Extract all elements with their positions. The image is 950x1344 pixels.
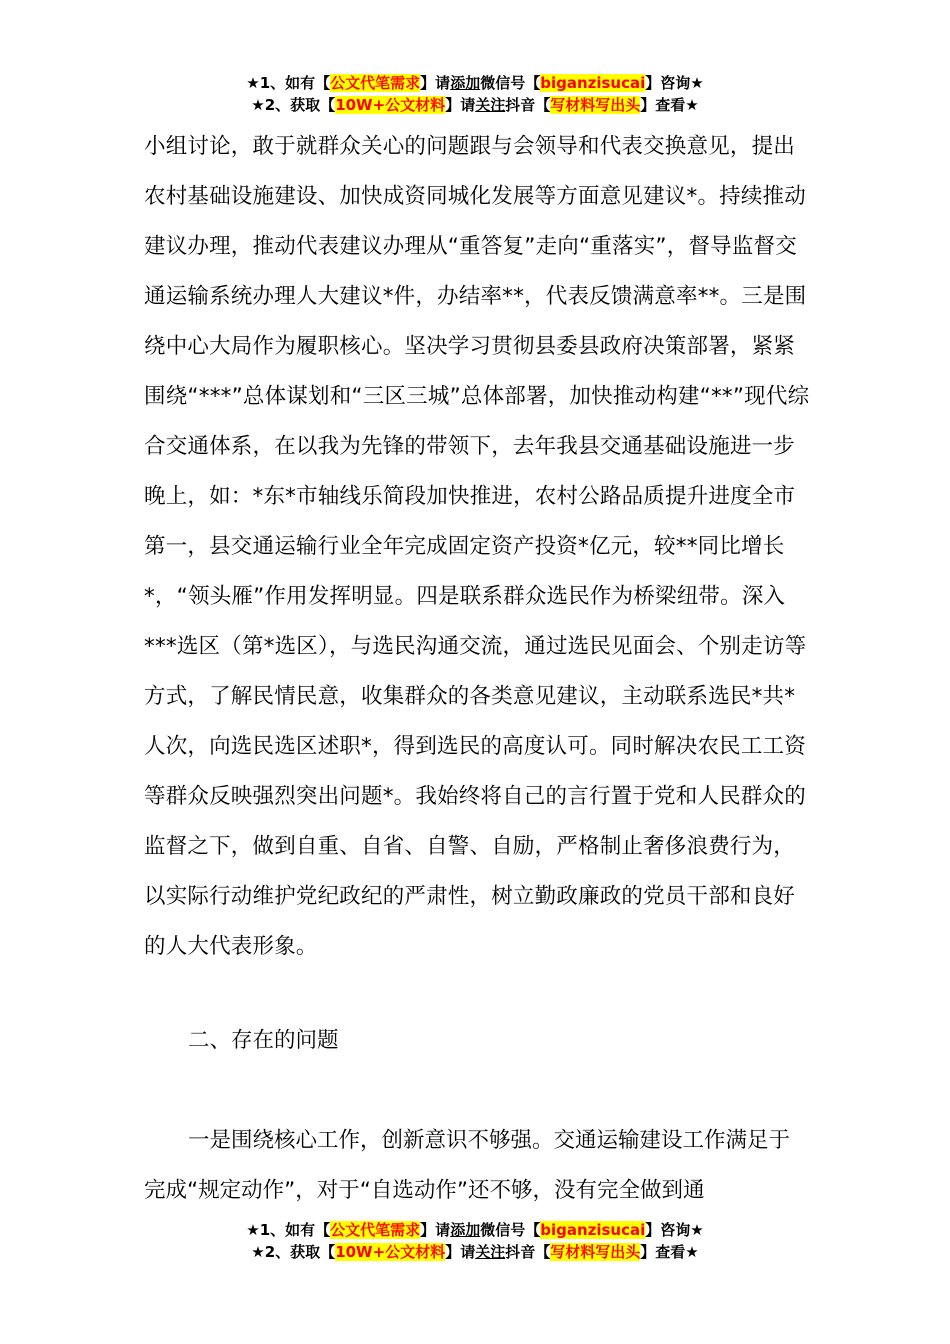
banner-line-1 bbox=[0, 72, 950, 94]
banner-text: 】查看★ bbox=[640, 1243, 699, 1261]
banner-underlined: 添加 bbox=[450, 1221, 481, 1239]
banner-text: 抖音【 bbox=[505, 1243, 551, 1261]
banner-underlined: 关注 bbox=[475, 1243, 506, 1261]
banner-highlight: 写材料写出头 bbox=[550, 1243, 641, 1261]
banner-text: 】咨询★ bbox=[645, 74, 704, 92]
section-heading: 二、存在的问题 bbox=[188, 1028, 339, 1053]
document-body bbox=[144, 122, 810, 972]
banner-highlight: 10W+公文材料 bbox=[335, 1243, 446, 1261]
banner-text: 】咨询★ bbox=[645, 1221, 704, 1239]
banner-highlight: 10W+公文材料 bbox=[335, 96, 446, 114]
banner-highlight: 写材料写出头 bbox=[550, 96, 641, 114]
banner-text: ★1、如有【 bbox=[246, 1221, 331, 1239]
banner-text: ★2、获取【 bbox=[251, 1243, 336, 1261]
banner-underlined: 添加 bbox=[450, 74, 481, 92]
header-banner bbox=[0, 72, 950, 116]
banner-text: ★1、如有【 bbox=[246, 74, 331, 92]
banner-text: 微信号【 bbox=[480, 74, 541, 92]
banner-text: 】请 bbox=[420, 74, 451, 92]
banner-line-2 bbox=[0, 94, 950, 116]
banner-text: 】查看★ bbox=[640, 96, 699, 114]
body-paragraph: 一是围绕核心工作，创新意识不够强。交通运输建设工作满足于完成“规定动作”，对于“自选动作”还不够，没有完全做到通 bbox=[144, 1128, 791, 1203]
banner-text: 抖音【 bbox=[505, 96, 551, 114]
banner-line-1 bbox=[0, 1219, 950, 1241]
banner-text: ★2、获取【 bbox=[251, 96, 336, 114]
footer-banner bbox=[0, 1219, 950, 1263]
banner-highlight: biganzisucai bbox=[540, 1221, 646, 1239]
banner-highlight: biganzisucai bbox=[540, 74, 646, 92]
banner-line-2 bbox=[0, 1241, 950, 1263]
banner-text: 微信号【 bbox=[480, 1221, 541, 1239]
banner-text: 】请 bbox=[445, 96, 476, 114]
banner-text: 】请 bbox=[445, 1243, 476, 1261]
body-paragraph: 小组讨论，敢于就群众关心的问题跟与会领导和代表交换意见，提出农村基础设施建设、加快成资同城化发展等方面意见建议*。持续推动建议办理，推动代表建议办理从“重答复”走向“重落实”，督导监督交通运输系统办理人大建议*件，办结率**，代表反馈满意率**。三是围绕中心大局作为履职核心。坚决学习贯彻县委县政府决策部署，紧紧围绕“***”总体谋划和“三区三城”总体部署，加快推动构建“**”现代综合交通体系，在以我为先锋的带领下，去年我县交通基础设施进一步晚上，如：*东*市轴线乐简段加快推进，农村公路品质提升进度全市第一，县交通运输行业全年完成固定资产投资*亿元，较**同比增长*，“领头雁”作用发挥明显。四是联系群众选民作为桥梁纽带。深入***选区（第*选区），与选民沟通交流，通过选民见面会、个别走访等方式，了解民情民意，收集群众的各类意见建议，主动联系选民*共*人次，向选民选区述职*，得到选民的高度认可。同时解决农民工工资等群众反映强烈突出问题*。我始终将自己的言行置于党和人民群众的监督之下，做到自重、自省、自警、自励，严格制止奢侈浪费行为，以实际行动维护党纪政纪的严肃性，树立勤政廉政的党员干部和良好的人大代表形象。 bbox=[144, 134, 810, 959]
banner-text: 】请 bbox=[420, 1221, 451, 1239]
banner-highlight: 公文代笔需求 bbox=[330, 1221, 421, 1239]
banner-highlight: 公文代笔需求 bbox=[330, 74, 421, 92]
banner-underlined: 关注 bbox=[475, 96, 506, 114]
